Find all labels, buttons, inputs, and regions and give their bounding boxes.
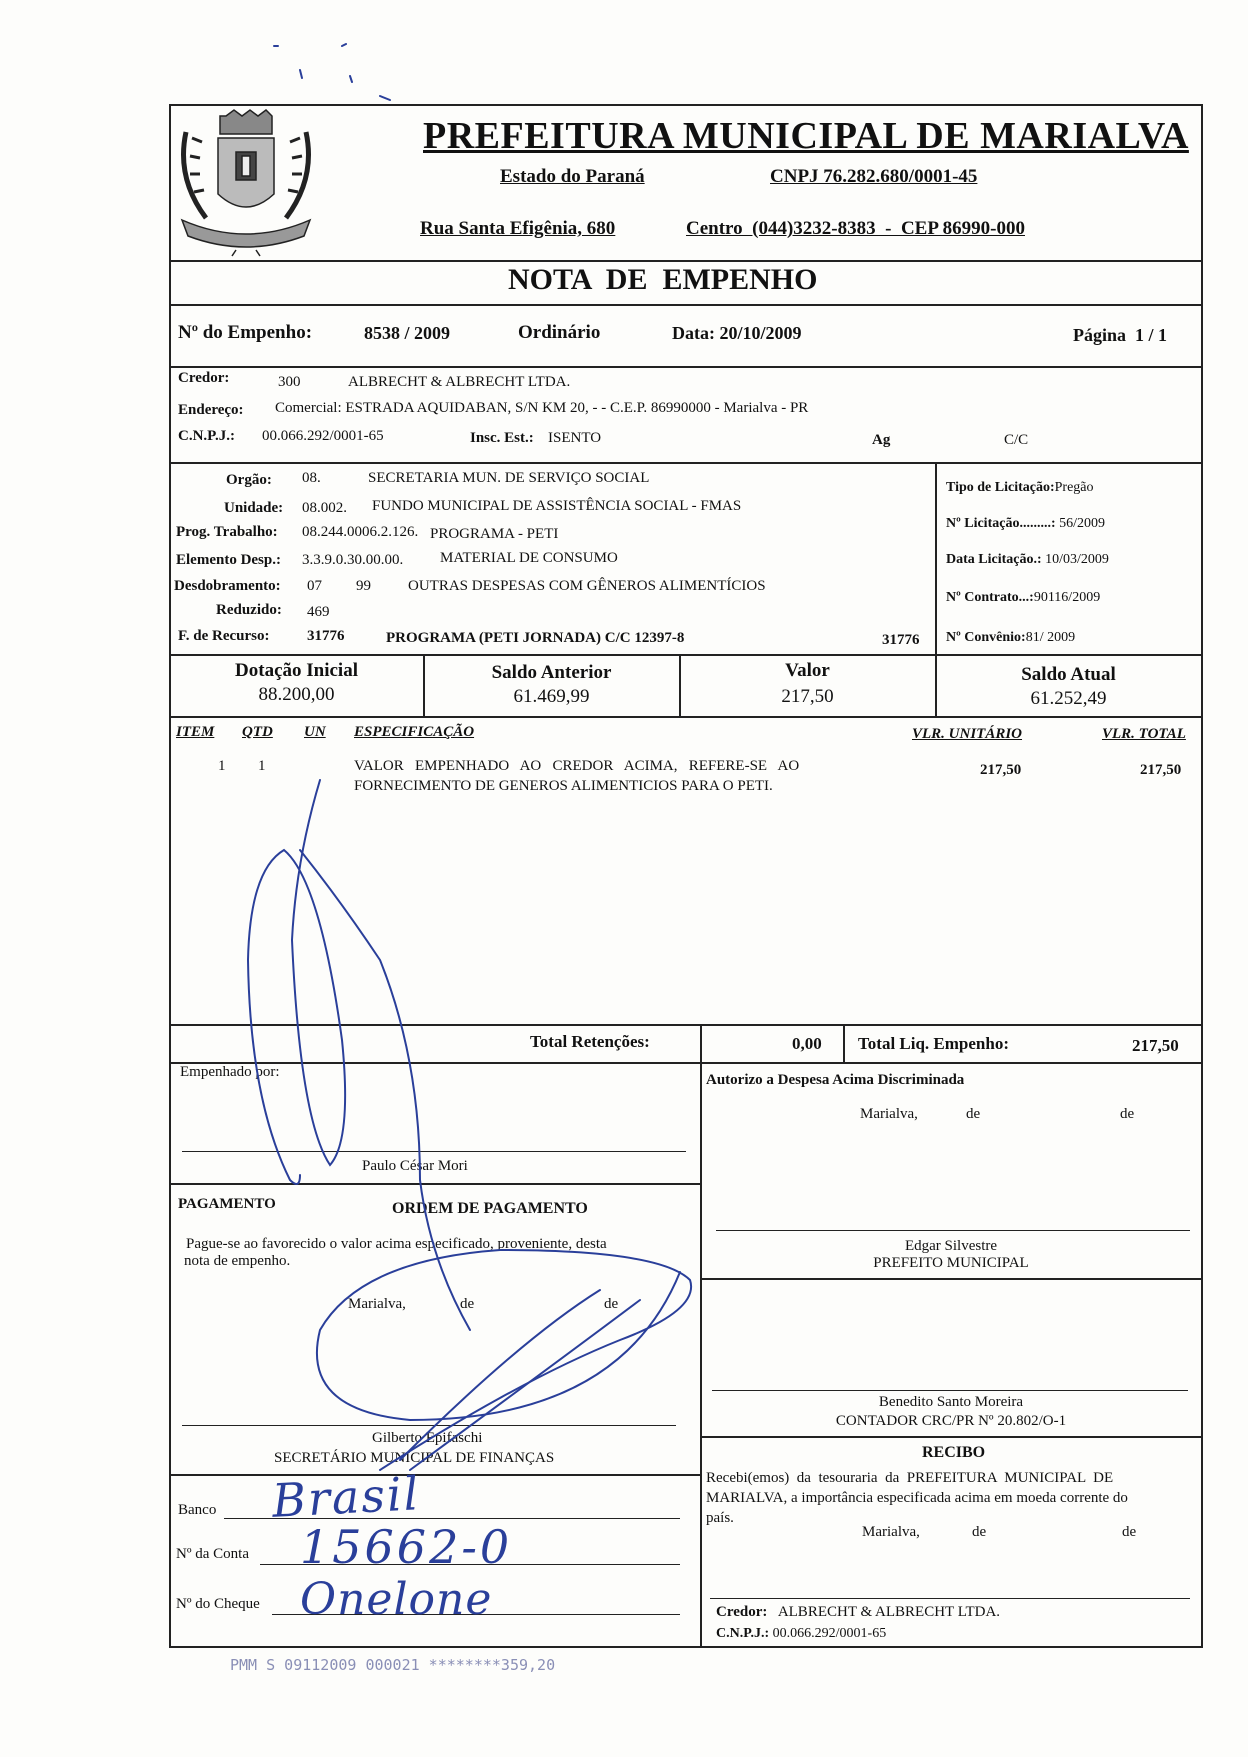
unidade-name: FUNDO MUNICIPAL DE ASSISTÊNCIA SOCIAL - FMAS bbox=[372, 498, 742, 514]
divider-saldos bbox=[170, 716, 1202, 718]
tipo-licitacao-value: Pregão bbox=[1054, 480, 1094, 495]
recibo-text-1: Recebi(emos) da tesouraria da PREFEITURA MUNICIPAL DE bbox=[706, 1470, 1114, 1486]
insc-label: Insc. Est.: bbox=[470, 430, 534, 446]
frame-bottom bbox=[170, 1646, 1202, 1648]
ag-label: Ag bbox=[872, 432, 891, 448]
cheque-label: Nº do Cheque bbox=[176, 1596, 260, 1612]
divider-contador bbox=[700, 1436, 1202, 1438]
cc-label: C/C bbox=[1004, 432, 1029, 448]
prog-code: 08.244.0006.2.126. bbox=[302, 524, 419, 540]
recibo-title: RECIBO bbox=[922, 1444, 986, 1461]
secretario-sign-line bbox=[182, 1425, 676, 1426]
ordem-pagamento: ORDEM DE PAGAMENTO bbox=[392, 1200, 588, 1217]
recibo-cnpj-value: 00.066.292/0001-65 bbox=[772, 1626, 887, 1641]
recibo-text-3: país. bbox=[706, 1510, 734, 1526]
conta-handwritten: 15662-0 bbox=[300, 1520, 513, 1574]
convenio-value: 81/ 2009 bbox=[1025, 630, 1076, 645]
desdobramento-label: Desdobramento: bbox=[174, 578, 281, 594]
credor-address: Comercial: ESTRADA AQUIDABAN, S/N KM 20, - - C.E.P. 86990000 - Marialva - PR bbox=[275, 400, 809, 416]
prefeito-role: PREFEITO MUNICIPAL bbox=[873, 1255, 1029, 1271]
recibo-credor-label: Credor: bbox=[716, 1604, 768, 1620]
municipal-coat-of-arms bbox=[176, 108, 316, 258]
divider-credor bbox=[170, 462, 1202, 464]
recibo-cnpj bbox=[716, 1626, 886, 1642]
frame-left bbox=[169, 104, 171, 1648]
unidade-label: Unidade: bbox=[224, 500, 284, 516]
total-liq-label: Total Liq. Empenho: bbox=[858, 1034, 1009, 1053]
total-retencoes-label: Total Retenções: bbox=[530, 1032, 650, 1051]
divider-middle bbox=[700, 1062, 702, 1646]
cnpj-label: C.N.P.J.: bbox=[178, 428, 235, 444]
empenhado-sign-line bbox=[182, 1151, 686, 1152]
contador-role: CONTADOR CRC/PR Nº 20.802/O-1 bbox=[835, 1413, 1067, 1429]
pagamento-text-2: nota de empenho. bbox=[184, 1253, 291, 1269]
recibo-text-2: MARIALVA, a importância especificada acima em moeda corrente do bbox=[706, 1490, 1128, 1506]
credor-name: ALBRECHT & ALBRECHT LTDA. bbox=[348, 374, 571, 390]
contrato-value: 90116/2009 bbox=[1033, 590, 1101, 605]
divider-totals bbox=[170, 1062, 1202, 1064]
col-un: UN bbox=[304, 724, 326, 740]
page-number: Página 1 / 1 bbox=[1073, 325, 1168, 345]
item-number: 1 bbox=[218, 758, 226, 774]
dotacao-value: 88.200,00 bbox=[258, 684, 335, 705]
secretario-role: SECRETÁRIO MUNICIPAL DE FINANÇAS bbox=[274, 1450, 555, 1466]
bank-stamp: PMM S 09112009 000021 ********359,20 bbox=[230, 1656, 556, 1674]
empenho-number: 8538 / 2009 bbox=[364, 323, 451, 343]
autoriza-de1: de bbox=[966, 1106, 981, 1122]
convenio bbox=[946, 630, 1075, 646]
banco-label: Banco bbox=[178, 1502, 217, 1518]
valor-label: Valor bbox=[785, 660, 830, 681]
autoriza-title: Autorizo a Despesa Acima Discriminada bbox=[706, 1072, 965, 1088]
autoriza-de2: de bbox=[1120, 1106, 1135, 1122]
num-licitacao bbox=[946, 516, 1105, 532]
pagamento-place: Marialva, bbox=[348, 1296, 406, 1312]
desdobramento-name: OUTRAS DESPESAS COM GÊNEROS ALIMENTÍCIOS bbox=[408, 578, 766, 594]
data-licitacao-label: Data Licitação.: bbox=[946, 552, 1042, 567]
col-especificacao: ESPECIFICAÇÃO bbox=[354, 724, 475, 740]
item-desc-1: VALOR EMPENHADO AO CREDOR ACIMA, REFERE-SE AO bbox=[354, 758, 800, 774]
saldo-anterior-label: Saldo Anterior bbox=[491, 662, 612, 683]
item-total-value: 217,50 bbox=[1140, 762, 1182, 778]
cnpj-header: CNPJ 76.282.680/0001-45 bbox=[770, 166, 978, 187]
conta-label: Nº da Conta bbox=[176, 1546, 249, 1562]
reduzido-label: Reduzido: bbox=[216, 602, 282, 618]
credor-cnpj: 00.066.292/0001-65 bbox=[262, 428, 384, 444]
item-qtd: 1 bbox=[258, 758, 266, 774]
pagamento-label: PAGAMENTO bbox=[178, 1196, 276, 1212]
desdobramento-code2: 99 bbox=[356, 578, 371, 594]
tipo-licitacao-label bbox=[946, 480, 1094, 496]
elemento-name: MATERIAL DE CONSUMO bbox=[440, 550, 618, 566]
empenho-date: Data: 20/10/2009 bbox=[672, 323, 802, 343]
desdobramento-code1: 07 bbox=[307, 578, 322, 594]
orgao-name: SECRETARIA MUN. DE SERVIÇO SOCIAL bbox=[368, 470, 650, 486]
recurso-label: F. de Recurso: bbox=[178, 628, 270, 644]
recibo-cnpj-label: C.N.P.J.: bbox=[716, 1626, 770, 1641]
divider-header bbox=[170, 260, 1202, 262]
divider-liq bbox=[843, 1024, 845, 1064]
empenho-type: Ordinário bbox=[518, 322, 601, 343]
prefeito-sign-line bbox=[716, 1230, 1190, 1231]
elemento-code: 3.3.9.0.30.00.00. bbox=[302, 552, 404, 568]
state-name: Estado do Paraná bbox=[500, 166, 645, 187]
insc-value: ISENTO bbox=[548, 430, 602, 446]
num-licitacao-label: Nº Licitação.........: bbox=[946, 516, 1056, 531]
empenho-label: Nº do Empenho: bbox=[178, 322, 313, 343]
col-item: ITEM bbox=[176, 724, 215, 740]
item-desc-2: FORNECIMENTO DE GENEROS ALIMENTICIOS PARA O PETI. bbox=[354, 778, 773, 794]
doc-title: NOTA DE EMPENHO bbox=[508, 263, 818, 296]
prog-label: Prog. Trabalho: bbox=[176, 524, 278, 540]
recurso-name: PROGRAMA (PETI JORNADA) C/C 12397-8 bbox=[386, 630, 685, 646]
contador-sign-line bbox=[712, 1390, 1188, 1391]
divider-budget bbox=[170, 654, 1202, 656]
credor-code: 300 bbox=[278, 374, 301, 390]
contrato bbox=[946, 590, 1100, 606]
tipo-licitacao-label-text: Tipo de Licitação: bbox=[946, 480, 1055, 495]
frame-top bbox=[170, 104, 1202, 106]
contrato-label: Nº Contrato...: bbox=[946, 590, 1034, 605]
dotacao-label: Dotação Inicial bbox=[235, 660, 358, 681]
divider-items bbox=[170, 1024, 1202, 1026]
banco-handwritten: Brasil bbox=[270, 1466, 422, 1528]
col-qtd: QTD bbox=[242, 724, 273, 740]
recurso-code2: 31776 bbox=[882, 632, 920, 648]
divider-empenho bbox=[170, 366, 1202, 368]
address-header: Rua Santa Efigênia, 680 bbox=[420, 218, 616, 239]
saldo-atual-label: Saldo Atual bbox=[1021, 664, 1116, 685]
pagamento-text-1: Pague-se ao favorecido o valor acima especificado, proveniente, desta bbox=[186, 1236, 607, 1252]
unidade-code: 08.002. bbox=[302, 500, 347, 516]
saldo-anterior-value: 61.469,99 bbox=[513, 686, 590, 707]
divider-prefeito bbox=[700, 1278, 1202, 1280]
divider-ret bbox=[700, 1024, 702, 1064]
total-retencoes-value: 0,00 bbox=[792, 1034, 822, 1053]
divider-secretario bbox=[170, 1474, 700, 1476]
item-unit-value: 217,50 bbox=[980, 762, 1022, 778]
recibo-de2: de bbox=[1122, 1524, 1137, 1540]
data-licitacao bbox=[946, 552, 1109, 568]
orgao-label: Orgão: bbox=[226, 472, 272, 488]
recurso-code: 31776 bbox=[307, 628, 345, 644]
prog-name: PROGRAMA - PETI bbox=[430, 526, 559, 542]
convenio-label: Nº Convênio: bbox=[946, 630, 1026, 645]
autoriza-place: Marialva, bbox=[860, 1106, 918, 1122]
orgao-code: 08. bbox=[302, 470, 321, 486]
address-label: Endereço: bbox=[178, 402, 244, 418]
divider-title bbox=[170, 304, 1202, 306]
col-vlr-total: VLR. TOTAL bbox=[1102, 726, 1186, 742]
col-vlr-unitario: VLR. UNITÁRIO bbox=[912, 726, 1023, 742]
empenhado-name: Paulo César Mori bbox=[362, 1158, 468, 1174]
pagamento-de1: de bbox=[460, 1296, 475, 1312]
saldo-atual-value: 61.252,49 bbox=[1030, 688, 1107, 709]
divider-empenhado bbox=[170, 1183, 700, 1185]
credor-label: Credor: bbox=[178, 370, 230, 386]
recibo-credor bbox=[716, 1604, 1000, 1621]
recibo-de1: de bbox=[972, 1524, 987, 1540]
valor-value: 217,50 bbox=[781, 686, 834, 707]
data-licitacao-value: 10/03/2009 bbox=[1045, 552, 1109, 567]
empenhado-label: Empenhado por: bbox=[180, 1064, 280, 1080]
reduzido-value: 469 bbox=[307, 604, 330, 620]
secretario-name: Gilberto Epifaschi bbox=[372, 1430, 483, 1446]
prefeito-name: Edgar Silvestre bbox=[904, 1238, 998, 1254]
recibo-sign-line bbox=[710, 1598, 1190, 1599]
elemento-label: Elemento Desp.: bbox=[176, 552, 281, 568]
center-phone-cep: Centro (044)3232-8383 - CEP 86990-000 bbox=[686, 218, 1025, 239]
prefeitura-title: PREFEITURA MUNICIPAL DE MARIALVA bbox=[423, 115, 1189, 157]
cheque-handwritten: Onelone bbox=[300, 1574, 493, 1625]
pagamento-de2: de bbox=[604, 1296, 619, 1312]
num-licitacao-value: 56/2009 bbox=[1059, 516, 1105, 531]
total-liq-value: 217,50 bbox=[1132, 1036, 1179, 1055]
recibo-place: Marialva, bbox=[862, 1524, 920, 1540]
recibo-credor-name: ALBRECHT & ALBRECHT LTDA. bbox=[777, 1604, 1001, 1620]
contador-name: Benedito Santo Moreira bbox=[878, 1394, 1024, 1410]
